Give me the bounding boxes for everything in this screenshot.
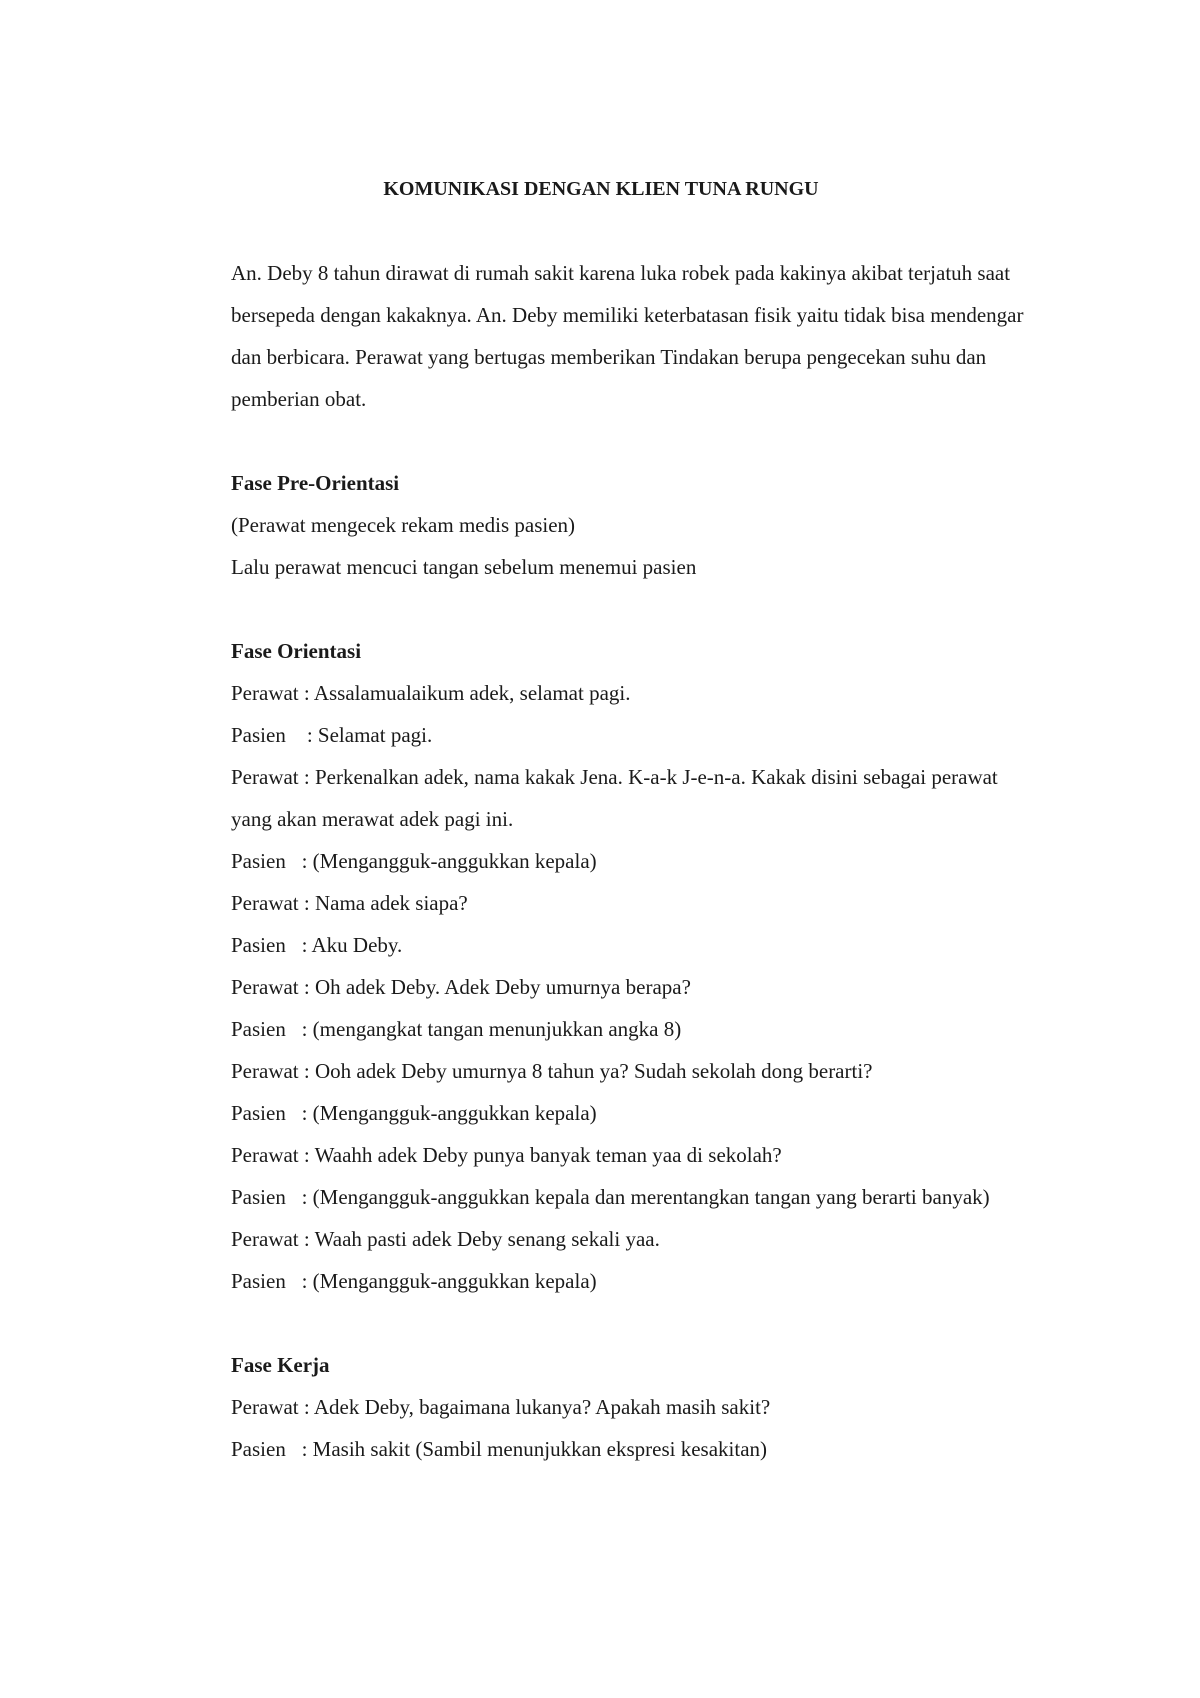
speaker-label: Pasien : [231,1101,308,1125]
dialog-line [231,882,1031,924]
dialog-text: (Mengangguk-anggukkan kepala) [312,849,597,873]
dialog-line [231,1428,1031,1470]
section-orientasi [231,630,1031,1302]
speaker-label: Perawat : [231,975,310,999]
section-kerja [231,1344,1031,1470]
speaker-label: Pasien : [231,723,313,747]
speaker-label: Pasien : [231,933,308,957]
dialog-text: Perkenalkan adek, nama kakak Jena. K-a-k J-e-n-a. Kakak disini sebagai perawat yang akan merawat adek pagi ini. [231,765,998,831]
intro-paragraph: An. Deby 8 tahun dirawat di rumah sakit karena luka robek pada kakinya akibat terjatuh saat bersepeda dengan kakaknya. An. Deby memiliki keterbatasan fisik yaitu tidak bisa mendengar dan berbicara. Perawat yang bertugas memberikan Tindakan berupa pengecekan suhu dan pemberian obat. [231,261,1024,411]
dialog-line [231,1050,1031,1092]
dialog-text: Adek Deby, bagaimana lukanya? Apakah masih sakit? [313,1395,771,1419]
speaker-label: Perawat : [231,1143,310,1167]
speaker-label: Perawat : [231,765,310,789]
section-pre-orientasi [231,462,1031,588]
dialog-line [231,756,1031,840]
speaker-label: Perawat : [231,891,310,915]
speaker-label: Pasien : [231,1437,308,1461]
dialog-text: Assalamualaikum adek, selamat pagi. [313,681,631,705]
dialog-line [231,1176,1031,1218]
dialog-text: Masih sakit (Sambil menunjukkan ekspresi kesakitan) [312,1437,768,1461]
dialog-line [231,1092,1031,1134]
section-heading: Fase Orientasi [231,639,362,663]
dialog-text: Oh adek Deby. Adek Deby umurnya berapa? [314,975,691,999]
dialog-line [231,1386,1031,1428]
dialog-text: (Mengangguk-anggukkan kepala dan merentangkan tangan yang berarti banyak) [312,1185,990,1209]
text-line: Lalu perawat mencuci tangan sebelum menemui pasien [231,555,697,579]
document-page [231,168,1031,1512]
dialog-line [231,966,1031,1008]
speaker-label: Perawat : [231,1227,310,1251]
dialog-line [231,1008,1031,1050]
speaker-label: Pasien : [231,1185,308,1209]
document-title: KOMUNIKASI DENGAN KLIEN TUNA RUNGU [383,178,819,200]
speaker-label: Perawat : [231,1395,310,1419]
dialog-text: Waah pasti adek Deby senang sekali yaa. [314,1227,660,1251]
dialog-text: Nama adek siapa? [314,891,468,915]
dialog-line [231,1218,1031,1260]
section-heading: Fase Kerja [231,1353,330,1377]
dialog-text: Selamat pagi. [317,723,433,747]
dialog-text: (mengangkat tangan menunjukkan angka 8) [312,1017,682,1041]
dialog-text: (Mengangguk-anggukkan kepala) [312,1101,597,1125]
section-heading: Fase Pre-Orientasi [231,471,400,495]
dialog-text: (Mengangguk-anggukkan kepala) [312,1269,597,1293]
dialog-line [231,1260,1031,1302]
speaker-label: Perawat : [231,1059,310,1083]
dialog-line [231,714,1031,756]
dialog-line [231,924,1031,966]
speaker-label: Pasien : [231,1017,308,1041]
dialog-text: Aku Deby. [311,933,403,957]
dialog-text: Waahh adek Deby punya banyak teman yaa di sekolah? [314,1143,782,1167]
dialog-line [231,840,1031,882]
dialog-line [231,672,1031,714]
text-line: (Perawat mengecek rekam medis pasien) [231,513,576,537]
dialog-line [231,1134,1031,1176]
speaker-label: Perawat : [231,681,310,705]
speaker-label: Pasien : [231,1269,308,1293]
dialog-text: Ooh adek Deby umurnya 8 tahun ya? Sudah sekolah dong berarti? [314,1059,873,1083]
speaker-label: Pasien : [231,849,308,873]
